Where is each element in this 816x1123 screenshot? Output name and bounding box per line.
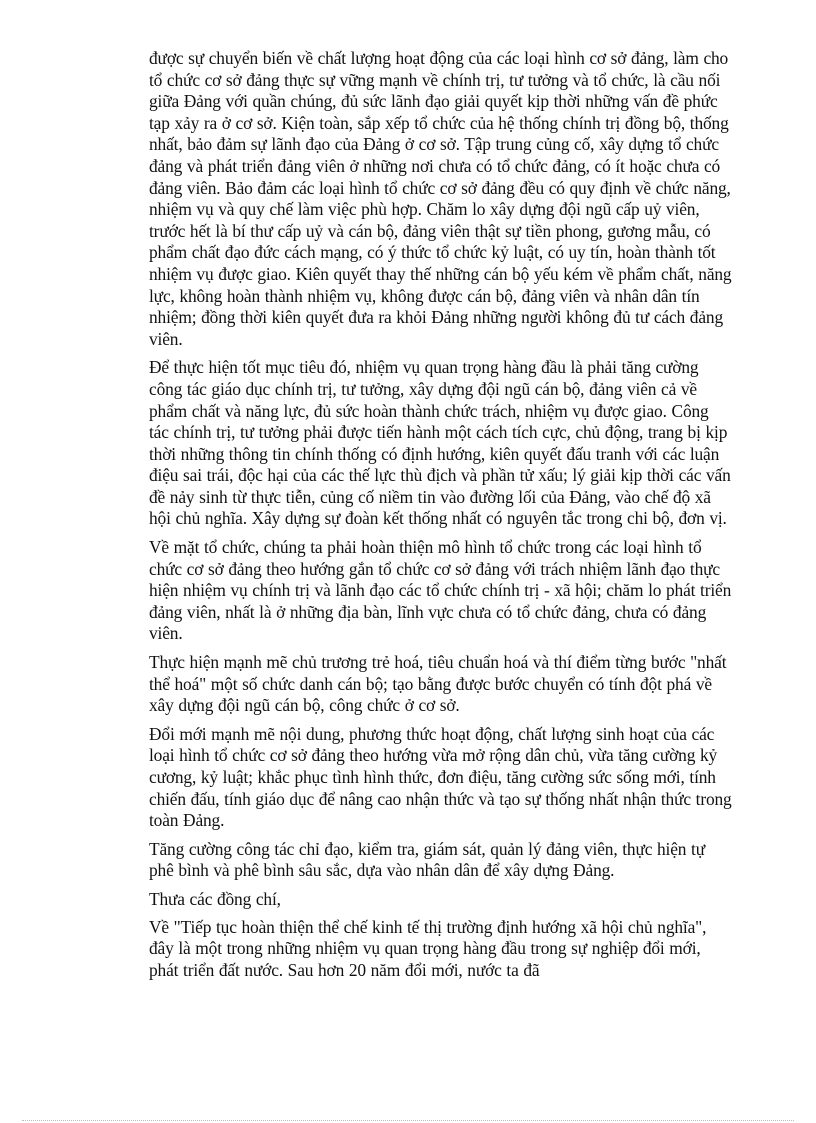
paragraph: Về "Tiếp tục hoàn thiện thể chế kinh tế thị trường định hướng xã hội chủ nghĩa", đây là một trong những nhiệm vụ quan trọng hàng đầu trong sự nghiệp đổi mới, phát triển đất nước. Sau hơn 20 năm đổi mới, nước ta đã <box>149 916 707 980</box>
paragraph: Để thực hiện tốt mục tiêu đó, nhiệm vụ quan trọng hàng đầu là phải tăng cường công tác giáo dục chính trị, tư tưởng, xây dựng đội ngũ cán bộ, đảng viên cả về phẩm chất và năng lực, đủ sức hoàn thành chức trách, nhiệm vụ được giao. Công tác chính trị, tư tưởng phải được tiến hành một cách tích cực, chủ động, trang bị kịp thời những thông tin chính thống có định hướng, kiên quyết đấu tranh với các luận điệu sai trái, độc hại của các thế lực thù địch và phần tử xấu; lý giải kịp thời các vấn đề nảy sinh từ thực tiễn, củng cố niềm tin vào đường lối của Đảng, vào chế độ xã hội chủ nghĩa. Xây dựng sự đoàn kết thống nhất có nguyên tắc trong chi bộ, đơn vị. <box>149 357 731 529</box>
paragraph: Thực hiện mạnh mẽ chủ trương trẻ hoá, tiêu chuẩn hoá và thí điểm từng bước "nhất thể hoá" một số chức danh cán bộ; tạo bằng được bước chuyển có tính đột phá về xây dựng đội ngũ cán bộ, công chức ở cơ sở. <box>149 652 727 716</box>
paragraph: Về mặt tổ chức, chúng ta phải hoàn thiện mô hình tổ chức trong các loại hình tổ chức cơ sở đảng theo hướng gắn tổ chức cơ sở đảng với trách nhiệm lãnh đạo thực hiện nhiệm vụ chính trị và lãnh đạo các tổ chức chính trị - xã hội; chăm lo phát triển đảng viên, nhất là ở những địa bàn, lĩnh vực chưa có tổ chức đảng, chưa có đảng viên. <box>149 537 732 644</box>
salutation: Thưa các đồng chí, <box>149 888 281 909</box>
paragraph: Tăng cường công tác chỉ đạo, kiểm tra, giám sát, quản lý đảng viên, thực hiện tự phê bình và phê bình sâu sắc, dựa vào nhân dân để xây dựng Đảng. <box>149 838 705 881</box>
document-body <box>149 48 733 988</box>
paragraph: Đổi mới mạnh mẽ nội dung, phương thức hoạt động, chất lượng sinh hoạt của các loại hình tổ chức cơ sở đảng theo hướng vừa mở rộng dân chủ, vừa tăng cường kỷ cương, kỷ luật; khắc phục tình hình thức, đơn điệu, tăng cường sức sống mới, tính chiến đấu, tính giáo dục để nâng cao nhận thức và tạo sự thống nhất nhận thức trong toàn Đảng. <box>149 723 732 831</box>
paragraph: được sự chuyển biến về chất lượng hoạt động của các loại hình cơ sở đảng, làm cho tổ chức cơ sở đảng thực sự vững mạnh về chính trị, tư tưởng và tổ chức, là cầu nối giữa Đảng với quần chúng, đủ sức lãnh đạo giải quyết kịp thời những vấn đề phức tạp xảy ra ở cơ sở. Kiện toàn, sắp xếp tổ chức của hệ thống chính trị đồng bộ, thống nhất, bảo đảm sự lãnh đạo của Đảng ở cơ sở. Tập trung củng cố, xây dựng tổ chức đảng và phát triển đảng viên ở những nơi chưa có tổ chức đảng, có ít hoặc chưa có đảng viên. Bảo đảm các loại hình tổ chức cơ sở đảng đều có quy định về chức năng, nhiệm vụ và quy chế làm việc phù hợp. Chăm lo xây dựng đội ngũ cấp uỷ viên, trước hết là bí thư cấp uỷ và cán bộ, đảng viên thật sự tiền phong, gương mẫu, có phẩm chất đạo đức cách mạng, có ý thức tổ chức kỷ luật, có uy tín, hoàn thành tốt nhiệm vụ được giao. Kiên quyết thay thế những cán bộ yếu kém về phẩm chất, năng lực, không hoàn thành nhiệm vụ, không được cán bộ, đảng viên và nhân dân tín nhiệm; đồng thời kiên quyết đưa ra khỏi Đảng những người không đủ tư cách đảng viên. <box>149 48 732 349</box>
page-bottom-divider <box>22 1120 794 1121</box>
